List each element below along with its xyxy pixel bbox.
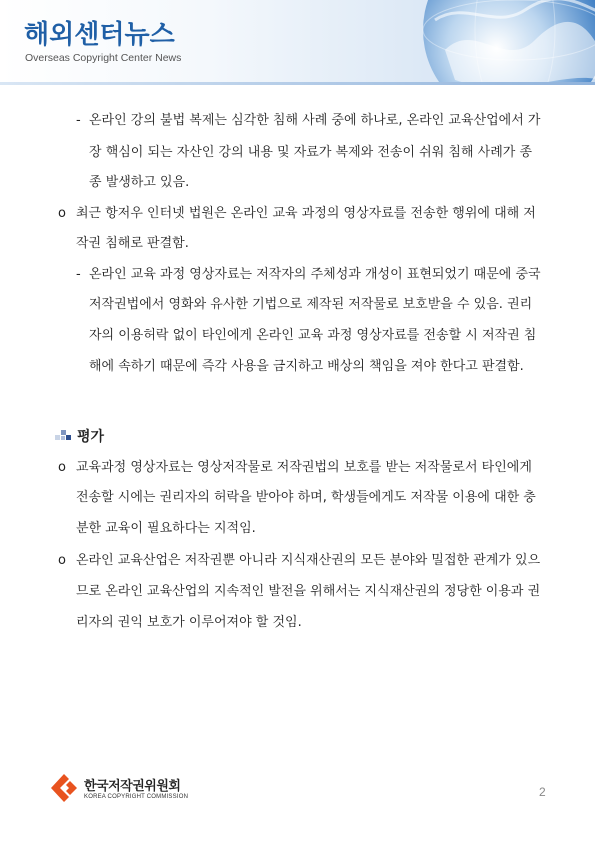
body-line: 작권 침해로 판결함.: [76, 236, 189, 251]
body-line: 전송할 시에는 권리자의 허락을 받아야 하며, 학생들에게도 저작물 이용에 대한 충: [76, 490, 536, 505]
circle-marker: o: [58, 206, 66, 221]
body-line: 자의 이용허락 없이 타인에게 온라인 교육 과정 영상자료를 전송할 시 저작권 침: [89, 328, 537, 343]
newsletter-title: 해외센터뉴스: [24, 20, 175, 50]
body-line: 리자의 권익 보호가 이루어져야 할 것임.: [76, 615, 302, 630]
newsletter-subtitle: Overseas Copyright Center News: [25, 52, 182, 64]
body-line: 분한 교육이 필요하다는 지적임.: [76, 521, 256, 536]
section-squares-icon: [55, 427, 71, 441]
circle-marker: o: [58, 460, 66, 475]
commission-name-en: KOREA COPYRIGHT COMMISSION: [84, 794, 189, 800]
body-line: 최근 항저우 인터넷 법원은 온라인 교육 과정의 영상자료를 전송한 행위에 대해 저: [76, 206, 536, 221]
body-line: 교육과정 영상자료는 영상저작물로 저작권법의 보호를 받는 저작물로서 타인에게: [76, 460, 532, 475]
body-line: 장 핵심이 되는 자산인 강의 내용 및 자료가 복제와 전송이 쉬워 침해 사례가 종: [89, 145, 533, 160]
body-line: 므로 온라인 교육산업의 지속적인 발전을 위해서는 지식재산권의 정당한 이용과 권: [76, 584, 541, 599]
page-number: 2: [539, 785, 546, 799]
commission-name: 한국저작권위원회: [84, 779, 181, 794]
body-line: 온라인 교육 과정 영상자료는 저작자의 주체성과 개성이 표현되었기 때문에 중국: [89, 267, 541, 282]
dash-marker: -: [76, 267, 81, 282]
body-line: 종 발생하고 있음.: [89, 175, 190, 190]
body-line: 해에 속하기 때문에 즉각 사용을 금지하고 배상의 책임을 져야 한다고 판결함.: [89, 359, 524, 374]
body-line: 저작권법에서 영화와 유사한 기법으로 제작된 저작물로 보호받을 수 있음. 권리: [89, 297, 533, 312]
commission-logo-icon: [47, 772, 81, 804]
body-line: 온라인 강의 불법 복제는 심각한 침해 사례 중에 하나로, 온라인 교육산업에서 가: [89, 113, 541, 128]
body-line: 온라인 교육산업은 저작권뿐 아니라 지식재산권의 모든 분야와 밀접한 관계가 있으: [76, 553, 541, 568]
dash-marker: -: [76, 113, 81, 128]
circle-marker: o: [58, 553, 66, 568]
section-title-evaluation: 평가: [77, 429, 105, 445]
